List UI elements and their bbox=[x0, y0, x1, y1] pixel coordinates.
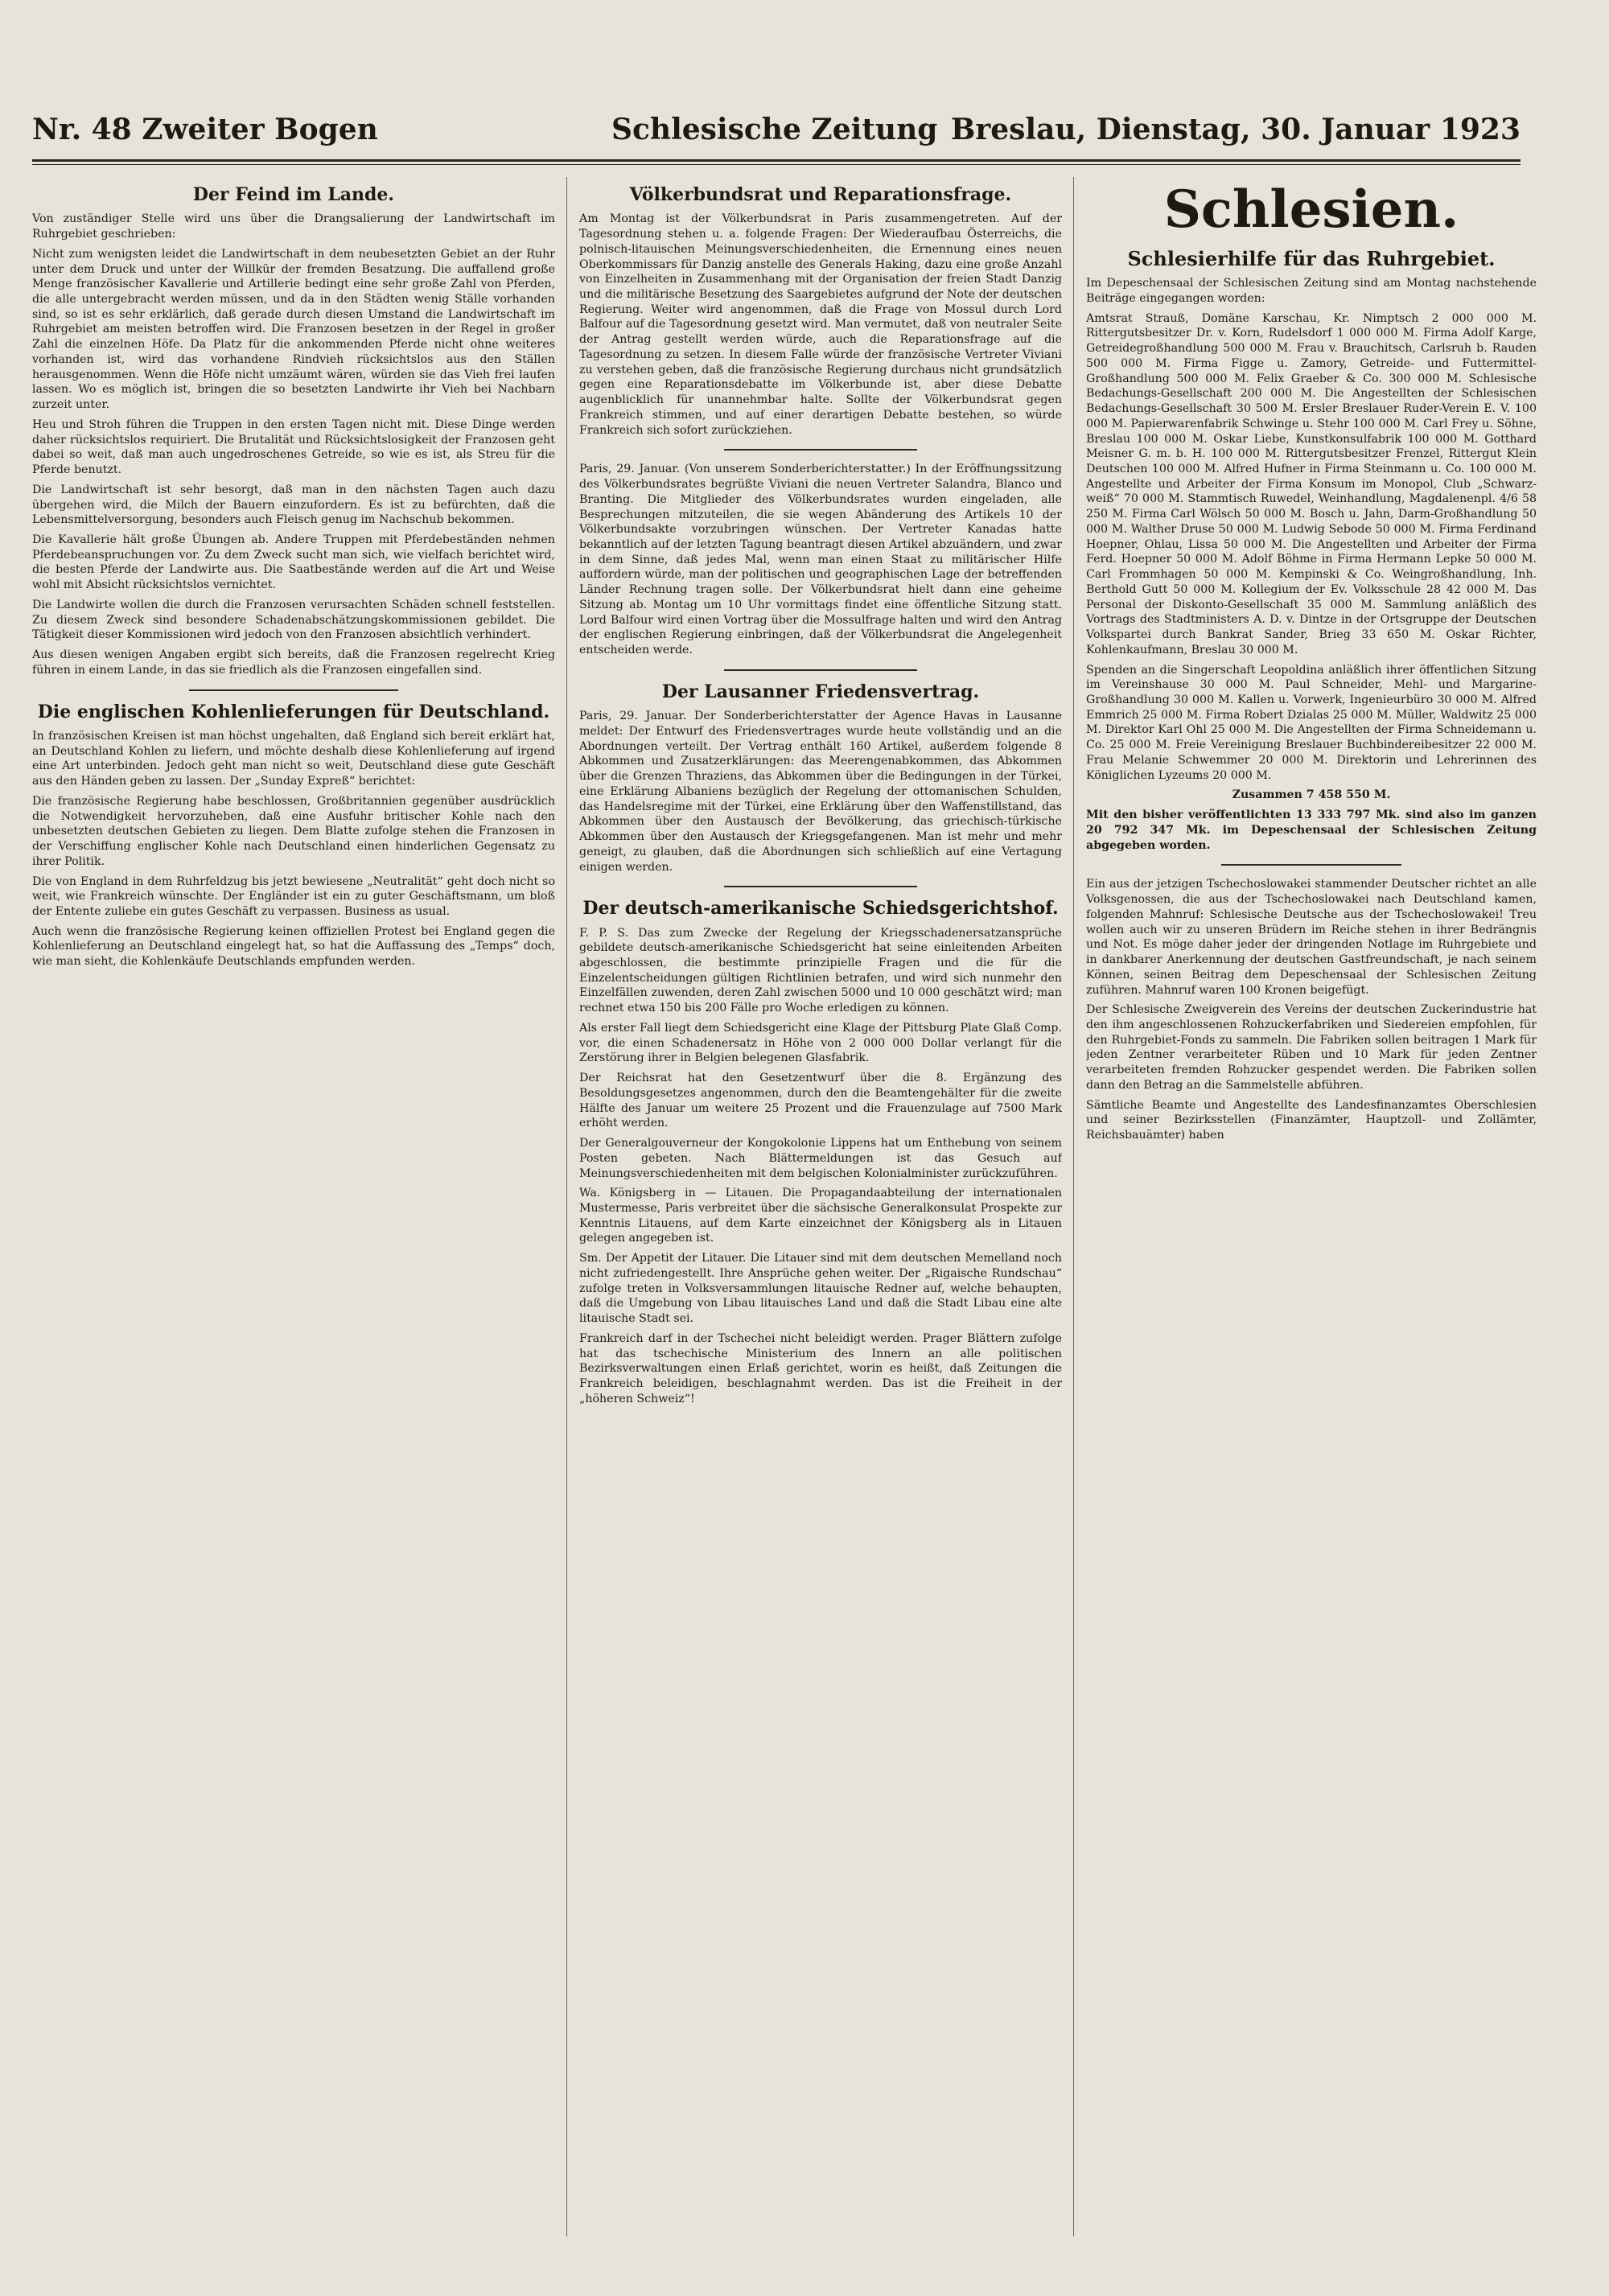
article-paragraph: Wa. Königsberg in — Litauen. Die Propagandaabteilung der internationalen Mustermesse, Paris verbreitet über die sächsische Generalkonsulat Prospekte zur Kenntnis Litauens, auf dem Karte einzeichnet der Königsberg als in Litauen gelegen angegeben ist. bbox=[579, 1187, 1062, 1245]
article-headline: Der Lausanner Friedensvertrag. bbox=[661, 681, 980, 702]
article-headline: Völkerbundsrat und Reparationsfrage. bbox=[629, 184, 1012, 205]
article-paragraph: Die Landwirtschaft ist sehr besorgt, daß man in den nächsten Tagen auch dazu übergehen wird, die Milch der Bauern einzufordern. Es ist zu befürchten, daß die Lebensmittelversorgung, besonders auch Fleisch genug im Nachschub bekommen. bbox=[32, 483, 555, 527]
article-paragraph: F. P. S. Das zum Zwecke der Regelung der Kriegsschadenersatzansprüche gebildete deutsch-amerikanische Schiedsgericht hat seine einleitenden Arbeiten abgeschlossen, die bestimmte prinzipielle Fragen und die für die Einzelentscheidungen gültigen Richtlinien betrafen, und wird sich nunmehr den Einzelfällen zuwenden, deren Zahl zwischen 5000 und 10 000 geschätzt wird; man rechnet etwa 150 bis 200 Fälle pro Woche erledigen zu können. bbox=[579, 926, 1062, 1015]
article-paragraph: Als erster Fall liegt dem Schiedsgericht eine Klage der Pittsburg Plate Glaß Comp. vor, die einen Schadenersatz in Höhe von 2 000 000 Dollar verlangt für die Zerstörung ihrer in Belgien belegenen Glasfabrik. bbox=[579, 1021, 1062, 1065]
article-paragraph: Der Reichsrat hat den Gesetzentwurf über die 8. Ergänzung des Besoldungsgesetzes angenommen, durch den die Beamtengehälter für die zweite Hälfte des Januar um weitere 25 Prozent und die Frauenzulage auf 7500 Mark erhöht werden. bbox=[579, 1072, 1062, 1130]
article-paragraph: Paris, 29. Januar. Der Sonderberichterstatter der Agence Havas in Lausanne meldet: Der Entwurf des Friedensvertrages wurde heute vollständig und an die Abordnungen verteilt. Der Vertrag enthält 160 Artikel, außerdem folgende 8 Abkommen und Zusatzerklärungen: das Meerengenabkommen, das Abkommen über die Grenzen Thraziens, das Abkommen über die Bedingungen in der Türkei, eine Erklärung Albaniens bezüglich der Regelung der ottomanischen Schulden, das Handelsregime mit der Türkei, eine Erklärung über den Waffenstillstand, das Abkommen über den Austausch der Bevölkerung, das griechisch-türkische Abkommen über den Austausch der Kriegsgefangenen. Man ist mehr und mehr geneigt, zu glauben, daß die Abordnungen sich schließlich auf eine Vertagung einigen werden. bbox=[579, 710, 1062, 874]
article-paragraph: Ein aus der jetzigen Tschechoslowakei stammender Deutscher richtet an alle Volksgenossen, die aus der Tschechoslowakei nach Deutschland kamen, folgenden Mahnruf: Schlesische Deutsche aus der Tschechoslowakei! Treu wollen auch wir zu unseren Brüdern im Reiche stehen in ihrer Bedrängnis und Not. Es möge daher jeder der dringenden Notlage im Ruhrgebiete und in dankbarer Anerkennung der deutschen Gastfreundschaft, je nach seinem Können, seinen Beitrag dem Depeschensaal der Schlesischen Zeitung zuführen. Mahnruf waren 100 Kronen beigefügt. bbox=[1086, 878, 1537, 997]
article-paragraph: Die Kavallerie hält große Übungen ab. Andere Truppen mit Pferdebeständen nehmen Pferdebeanspruchungen vor. Zu dem Zweck sucht man sich, wie vielfach berichtet wird, die besten Pferde der Landwirte aus. Die Saatbestände werden auf die Art und Weise wohl mit Absicht rücksichtslos vernichtet. bbox=[32, 533, 555, 592]
donation-total: Zusammen 7 458 550 M. bbox=[1232, 788, 1391, 802]
article-paragraph: Im Depeschensaal der Schlesischen Zeitung sind am Montag nachstehende Beiträge eingegangen worden: bbox=[1086, 277, 1537, 305]
article-paragraph: Paris, 29. Januar. (Von unserem Sonderberichterstatter.) In der Eröffnungssitzung des Völkerbundsrates begrüßte Viviani die neuen Vertreter Salandra, Blanco und Branting. Die Mitglieder des Völkerbundsrates wurden eingeladen, alle Besprechungen mitzuteilen, die sie wegen Abänderung des Artikels 10 der Völkerbundsakte vorzubringen wünschen. Der Vertreter Kanadas hatte bekanntlich auf der letzten Tagung beantragt diesen Artikel abzuändern, und zwar in dem Sinne, daß jedes Mal, wenn man einen Staat zu militärischer Hilfe auffordern würde, man der politischen und geographischen Lage der betreffenden Länder Rechnung tragen solle. Der Völkerbundsrat hielt dann eine geheime Sitzung ab. Montag um 10 Uhr vormittags findet eine öffentliche Sitzung statt. Lord Balfour wird einen Vortrag über die Mossulfrage halten und wird den Antrag der englischen Regierung einbringen, daß der Völkerbundsrat die Angelegenheit entscheiden werde. bbox=[579, 463, 1062, 657]
article-separator bbox=[189, 689, 398, 691]
donation-summary: Mit den bisher veröffentlichten 13 333 797 Mk. sind also im ganzen 20 792 347 Mk. im Depeschensaal der Schlesischen Zeitung abgegeben worden. bbox=[1086, 809, 1537, 852]
article-headline: Der deutsch-amerikanische Schiedsgerichtshof. bbox=[582, 898, 1059, 920]
donation-list: Amtsrat Strauß, Domäne Karschau, Kr. Nimptsch 2 000 000 M. Rittergutsbesitzer Dr. v. Korn, Rudelsdorf 1 000 000 M. Firma Adolf Karge, Getreidegroßhandlung 500 000 M. Frau v. Brauchitsch, Carlsruh b. Rauden 500 000 M. Firma Figge u. Zamory, Getreide- und Futtermittel-Großhandlung 500 000 M. Felix Graeber & Co. 300 000 M. Schlesische Bedachungs-Gesellschaft 200 000 M. Die Angestellten der Schlesischen Bedachungs-Gesellschaft 30 500 M. Ersler Breslauer Ruder-Verein E. V. 100 000 M. Papierwarenfabrik Schwinge u. Stehr 100 000 M. Carl Frey u. Söhne, Breslau 100 000 M. Oskar Liebe, Kunstkonsulfabrik 100 000 M. Gotthard Meisner G. m. b. H. 100 000 M. Rittergutsbesitzer Frenzel, Rittergut Klein Deutschen 100 000 M. Alfred Hufner in Firma Steinmann u. Co. 100 000 M. Angestellte und Arbeiter der Firma Konsum im Monopol, Club „Schwarz-weiß“ 70 000 M. Stammtisch Ruwedel, Weinhandlung, Magdalenenpl. 4/6 58 250 M. Firma Carl Wölsch 50 000 M. Bosch u. Jahn, Darm-Großhandlung 50 000 M. Walther Druse 50 000 M. Ludwig Sebode 50 000 M. Firma Ferdinand Hoepner, Ohlau, Lissa 50 000 M. Die Angestellten und Arbeiter der Firma Ferd. Hoepner 50 000 M. Adolf Böhme in Firma Hermann Lepke 50 000 M. Carl Frommhagen 50 000 M. Kempinski & Co. Weingroßhandlung, Inh. Berthold Gutt 50 000 M. Kollegium der Ev. Volksschule 28 42 000 M. Das Personal der Diskonto-Gesellschaft 35 000 M. Sammlung anläßlich des Vortrags des Stadtministers A. D. v. Dintze in der Ortsgruppe der Deutschen Volkspartei durch Bankrat Sander, Brieg 33 650 M. Oskar Richter, Kohlenkaufmann, Breslau 30 000 M. bbox=[1086, 311, 1537, 656]
article-paragraph: Sämtliche Beamte und Angestellte des Landesfinanzamtes Oberschlesien und seiner Bezirksstellen (Finanzämter, Hauptzoll- und Zollämter, Reichsbauämter) haben bbox=[1086, 1098, 1537, 1142]
masthead bbox=[32, 113, 1521, 153]
section-title: Schlesien. bbox=[1163, 179, 1459, 240]
column-divider bbox=[1073, 177, 1074, 2236]
article-separator bbox=[1221, 864, 1401, 866]
article-paragraph: Die Landwirte wollen die durch die Franzosen verursachten Schäden schnell feststellen. Zu diesem Zweck sind besondere Schadenabschätzungskommissionen gebildet. Die Tätigkeit dieser Kommissionen wird jedoch von den Franzosen absichtlich verhindert. bbox=[32, 598, 555, 642]
issue-date: Breslau, Dienstag, 30. Januar 1923 bbox=[950, 113, 1521, 146]
article-paragraph: Die französische Regierung habe beschlossen, Großbritannien gegenüber ausdrücklich die Notwendigkeit hervorzuheben, daß eine Ausfuhr britischer Kohle nach den unbesetzten deutschen Gebieten zu liegen. Dem Blatte zufolge stehen die Franzosen in der Verschiffung englischer Kohle nach Deutschland einen hinderlichen Gegensatz zu ihrer Politik. bbox=[32, 794, 555, 868]
article-paragraph: Von zuständiger Stelle wird uns über die Drangsalierung der Landwirtschaft im Ruhrgebiet geschrieben: bbox=[32, 212, 555, 241]
newspaper-title: Schlesische Zeitung bbox=[611, 113, 938, 146]
issue-number: Nr. 48 Zweiter Bogen bbox=[32, 113, 378, 146]
article-paragraph: Frankreich darf in der Tschechei nicht beleidigt werden. Prager Blättern zufolge hat das tschechische Ministerium des Innern an alle politischen Bezirksverwaltungen einen Erlaß gerichtet, worin es heißt, daß Zeitungen die Frankreich beleidigen, beschlagnahmt werden. Das ist die Freiheit in der „höheren Schweiz“! bbox=[579, 1331, 1062, 1405]
article-paragraph: Nicht zum wenigsten leidet die Landwirtschaft in dem neubesetzten Gebiet an der Ruhr unter dem Druck und unter der Willkür der fremden Besatzung. Die auffallend große Menge französischer Kavallerie und Artillerie bedingt eine sehr große Zahl von Pferden, die alle untergebracht werden müssen, und da in den Städten wenig Ställe vorhanden sind, so ist es sehr erklärlich, daß gerade durch diesen Umstand die Landwirtschaft im Ruhrgebiet am meisten betroffen wird. Die Franzosen besetzen in der Regel in großer Zahl die einzelnen Höfe. Da Platz für die ankommenden Pferde nicht ohne weiteres vorhanden ist, wird das vorhandene Rindvieh rücksichtslos aus den Ställen herausgenommen. Wenn die Höfe nicht umzäumt wären, würden sie das Vieh frei laufen lassen. Wo es möglich ist, bringen die so besetzten Landwirte ihr Vieh bei Nachbarn zurzeit unter. bbox=[32, 247, 555, 412]
article-separator bbox=[724, 449, 917, 451]
article-paragraph: Heu und Stroh führen die Truppen in den ersten Tagen nicht mit. Diese Dinge werden daher rücksichtslos requiriert. Die Brutalität und Rücksichtslosigkeit der Franzosen geht dabei so weit, daß man auch ungedroschenes Getreide, so wie es ist, als Streu für die Pferde benutzt. bbox=[32, 418, 555, 477]
masthead-rule-thin bbox=[32, 164, 1521, 165]
article-paragraph: Am Montag ist der Völkerbundsrat in Paris zusammengetreten. Auf der Tagesordnung stehen u. a. folgende Fragen: Der Wiederaufbau Österreichs, die polnisch-litauischen Meinungsverschiedenheiten, die Ernennung eines neuen Oberkommissars für Danzig anstelle des Generals Haking, dazu eine große Anzahl von Einzelheiten in Zusammenhang mit der Organisation der freien Stadt Danzig und die militärische Besetzung des Saargebietes aufgrund der Note der deutschen Regierung. Weiter wird angenommen, daß die Frage von Mossul durch Lord Balfour auf die Tagesordnung gesetzt wird. Man vermutet, daß von neutraler Seite der Antrag gestellt werden würde, auch die Reparationsfrage auf die Tagesordnung zu setzen. In diesem Falle würde der französische Vertreter Viviani zu verstehen geben, daß die französische Regierung durchaus nicht grundsätzlich gegen eine Reparationsdebatte im Völkerbunde ist, aber diese Debatte augenblicklich für unannehmbar halte. Sollte der Völkerbundsrat gegen Frankreich stimmen, und auf einer derartigen Debatte bestehen, so würde Frankreich sich sofort zurückziehen. bbox=[579, 212, 1062, 437]
article-paragraph: Der Schlesische Zweigverein des Vereins der deutschen Zuckerindustrie hat den ihm angeschlossenen Rohzuckerfabriken und Siedereien empfohlen, für den Ruhrgebiet-Fonds zu sammeln. Die Fabriken sollen beitragen 1 Mark für jeden Zentner verarbeiteter Rüben und 10 Mark für jeden Zentner verarbeiteten fremden Rohzucker gespendet werden. Die Fabriken sollen dann den Betrag an die Sammelstelle abführen. bbox=[1086, 1003, 1537, 1092]
column-2 bbox=[579, 177, 1062, 2236]
article-paragraph: Der Generalgouverneur der Kongokolonie Lippens hat um Enthebung von seinem Posten gebeten. Nach Blättermeldungen ist das Gesuch auf Meinungsverschiedenheiten mit dem belgischen Kolonialminister zurückzuführen. bbox=[579, 1137, 1062, 1180]
article-paragraph: Die von England in dem Ruhrfeldzug bis jetzt bewiesene „Neutralität“ geht doch nicht so weit, wie Frankreich wünschte. Der Engländer ist ein zu guter Geschäftsmann, um bloß der Entente zuliebe ein gutes Geschäft zu verpassen. Business as usual. bbox=[32, 874, 555, 918]
article-separator bbox=[724, 669, 917, 671]
masthead-rule bbox=[32, 159, 1521, 162]
column-divider bbox=[566, 177, 567, 2236]
column-3 bbox=[1086, 177, 1537, 2236]
donation-list: Spenden an die Singerschaft Leopoldina anläßlich ihrer öffentlichen Sitzung im Vereinshause 30 000 M. Paul Schneider, Mehl- und Margarine-Großhandlung 30 000 M. Kallen u. Vorwerk, Ingenieurbüro 30 000 M. Alfred Emmrich 25 000 M. Firma Robert Dzialas 25 000 M. Müller, Waldwitz 25 000 M. Direktor Karl Ohl 25 000 M. Die Angestellten der Firma Schneidemann u. Co. 25 000 M. Freie Vereinigung Breslauer Buchbindereibesitzer 22 000 M. Frau Melanie Schwemmer 20 000 M. Direktorin und Lehrerinnen des Königlichen Lyzeums 20 000 M. bbox=[1086, 663, 1537, 782]
article-paragraph: Aus diesen wenigen Angaben ergibt sich bereits, daß die Franzosen regelrecht Krieg führen in einem Lande, in das sie friedlich als die Franzosen eingefallen sind. bbox=[32, 648, 555, 677]
article-separator bbox=[724, 886, 917, 887]
article-paragraph: Auch wenn die französische Regierung keinen offiziellen Protest bei England gegen die Kohlenlieferung an Deutschland eingelegt hat, so hat die Auffassung des „Temps“ doch, wie man sieht, die Kohlenkäufe Deutschlands empfunden werden. bbox=[32, 924, 555, 969]
column-1 bbox=[32, 177, 555, 2236]
article-headline: Der Feind im Lande. bbox=[192, 184, 395, 205]
article-paragraph: In französischen Kreisen ist man höchst ungehalten, daß England sich bereit erklärt hat, an Deutschland Kohlen zu liefern, und möchte deshalb diese Kohlenlieferung auf irgend eine Art unterbinden. Jedoch geht man nicht so weit, Deutschland diese gute Geschäft aus den Händen geben zu lassen. Der „Sunday Expreß“ berichtet: bbox=[32, 729, 555, 788]
article-headline: Die englischen Kohlenlieferungen für Deutschland. bbox=[37, 701, 550, 722]
article-headline: Schlesierhilfe für das Ruhrgebiet. bbox=[1127, 246, 1496, 270]
article-paragraph: Sm. Der Appetit der Litauer. Die Litauer sind mit dem deutschen Memelland noch nicht zufriedengestellt. Ihre Ansprüche gehen weiter. Der „Rigaische Rundschau“ zufolge treten in Volksversammlungen litauische Redner auf, welche behaupten, daß die Umgebung von Libau litauisches Land und daß die Stadt Libau eine alte litauische Stadt sei. bbox=[579, 1252, 1062, 1326]
